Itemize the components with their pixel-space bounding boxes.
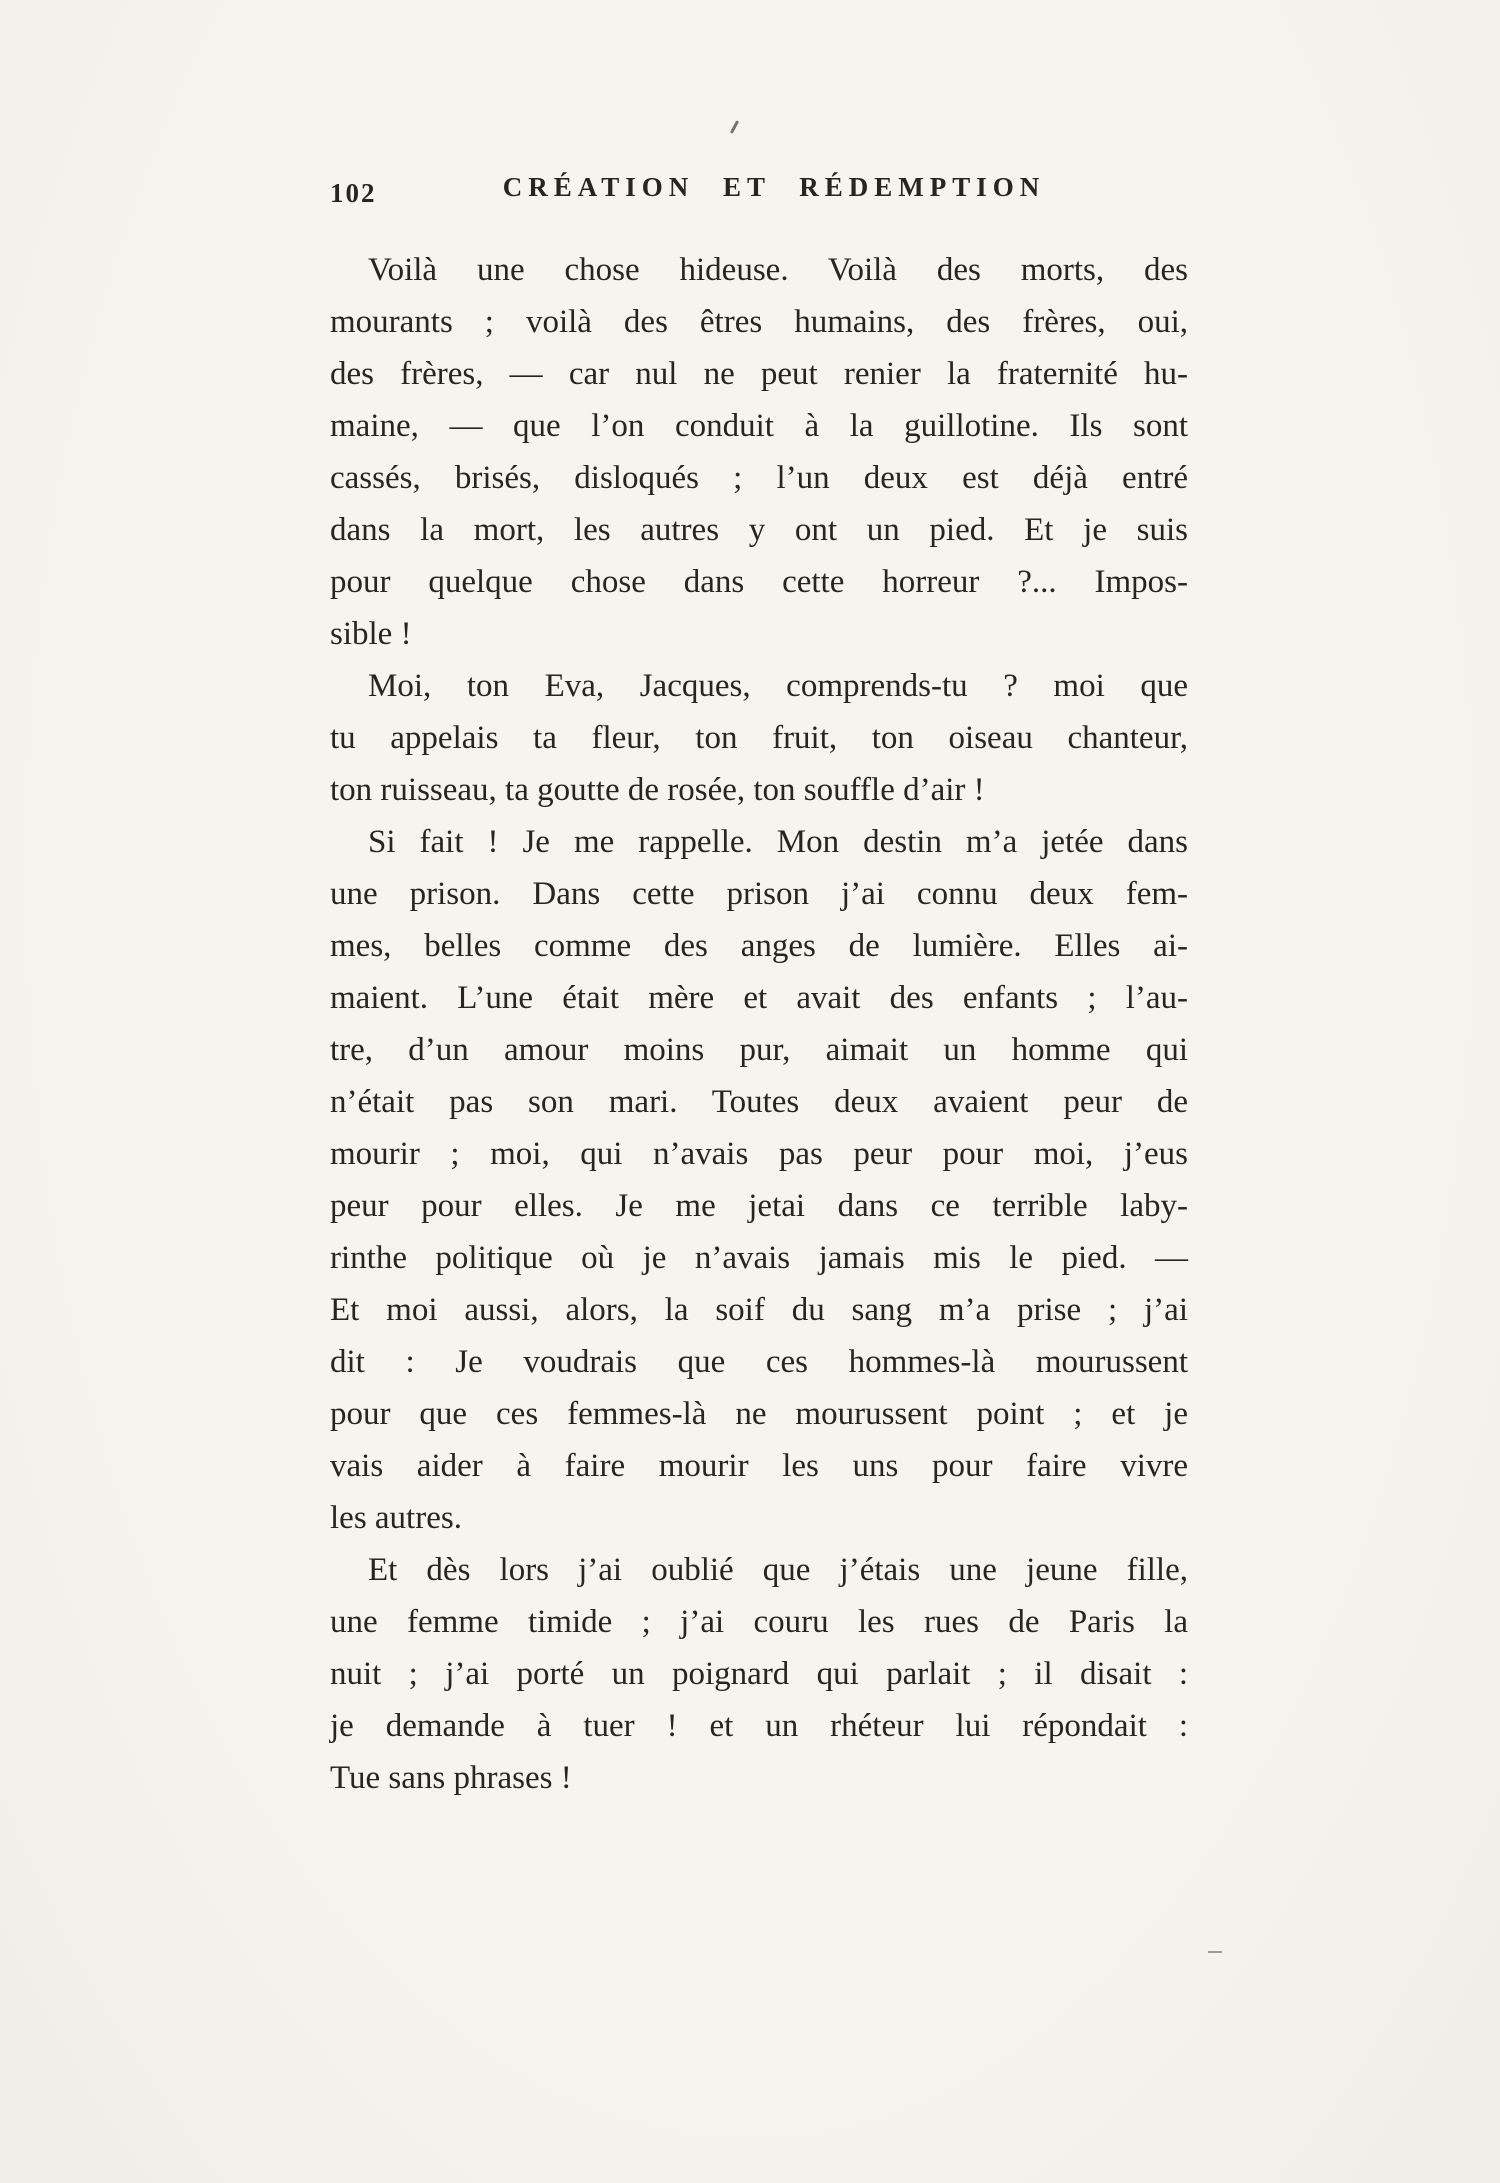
text-line: mes, belles comme des anges de lumière. Elles ai- (330, 928, 1188, 964)
text-line: Et dès lors j’ai oublié que j’étais une jeune fille, (368, 1552, 1188, 1588)
text-line: Voilà une chose hideuse. Voilà des morts, des (368, 252, 1188, 288)
text-line: maine, — que l’on conduit à la guillotine. Ils sont (330, 408, 1188, 444)
text-line: vais aider à faire mourir les uns pour faire vivre (330, 1448, 1188, 1484)
text-line: les autres. (330, 1500, 462, 1536)
text-line: une prison. Dans cette prison j’ai connu deux fem- (330, 876, 1188, 912)
text-line: tu appelais ta fleur, ton fruit, ton oiseau chanteur, (330, 720, 1188, 756)
text-line: ton ruisseau, ta goutte de rosée, ton souffle d’air ! (330, 772, 985, 808)
text-line: n’était pas son mari. Toutes deux avaient peur de (330, 1084, 1188, 1120)
text-line: rinthe politique où je n’avais jamais mis le pied. — (330, 1240, 1188, 1276)
text-line: dit : Je voudrais que ces hommes-là mourussent (330, 1344, 1188, 1380)
text-line: mourants ; voilà des êtres humains, des frères, oui, (330, 304, 1188, 340)
text-line: des frères, — car nul ne peut renier la fraternité hu- (330, 356, 1188, 392)
scan-artifact-icon (1208, 1951, 1222, 1953)
text-line: cassés, brisés, disloqués ; l’un deux est déjà entré (330, 460, 1188, 496)
text-line: Tue sans phrases ! (330, 1760, 572, 1796)
text-line: dans la mort, les autres y ont un pied. Et je suis (330, 512, 1188, 548)
text-line: Si fait ! Je me rappelle. Mon destin m’a jetée dans (368, 824, 1188, 860)
paragraph (330, 660, 1188, 816)
text-line: une femme timide ; j’ai couru les rues de Paris la (330, 1604, 1188, 1640)
text-line: Et moi aussi, alors, la soif du sang m’a prise ; j’ai (330, 1292, 1188, 1328)
text-line: nuit ; j’ai porté un poignard qui parlait ; il disait : (330, 1656, 1188, 1692)
text-block (330, 244, 1188, 1804)
text-line: mourir ; moi, qui n’avais pas peur pour moi, j’eus (330, 1136, 1188, 1172)
text-line: je demande à tuer ! et un rhéteur lui répondait : (330, 1708, 1188, 1744)
page-header (330, 172, 1188, 216)
paragraph (330, 244, 1188, 660)
page-content (330, 172, 1188, 1804)
paragraph (330, 816, 1188, 1544)
text-line: maient. L’une était mère et avait des enfants ; l’au- (330, 980, 1188, 1016)
text-line: Moi, ton Eva, Jacques, comprends-tu ? moi que (368, 668, 1188, 704)
page-number: 102 (330, 178, 377, 208)
scan-artifact-icon (730, 120, 739, 134)
text-line: sible ! (330, 616, 412, 652)
paragraph (330, 1544, 1188, 1804)
running-title: CRÉATION ET RÉDEMPTION (502, 172, 1046, 202)
text-line: pour que ces femmes-là ne mourussent point ; et je (330, 1396, 1188, 1432)
text-line: peur pour elles. Je me jetai dans ce terrible laby- (330, 1188, 1188, 1224)
text-line: pour quelque chose dans cette horreur ?... Impos- (330, 564, 1188, 600)
text-line: tre, d’un amour moins pur, aimait un homme qui (330, 1032, 1188, 1068)
